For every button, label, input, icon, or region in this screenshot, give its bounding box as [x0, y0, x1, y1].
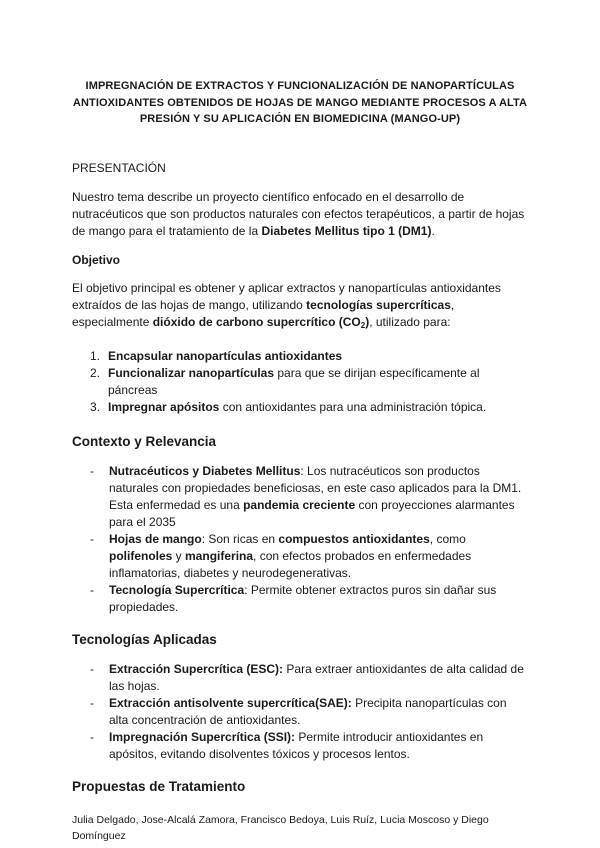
document-page	[72, 78, 528, 844]
contexto-list	[72, 463, 528, 616]
list-item: 3. Impregnar apósitos con antioxidantes para una administración tópica.	[90, 399, 487, 414]
list-item: - Extracción Supercrítica (ESC): Para extraer antioxidantes de alta calidad de las hojas.	[90, 661, 524, 693]
intro-paragraph: Nuestro tema describe un proyecto científico enfocado en el desarrollo de nutracéuticos que son productos naturales con efectos terapéuticos, a partir de hojas de mango para el tratamiento de la Diabetes Mellitus tipo 1 (DM1).	[72, 189, 525, 238]
list-item: - Extracción antisolvente supercrítica(SAE): Precipita nanopartículas con alta concentración de antioxidantes.	[90, 695, 507, 727]
heading-tecnologias: Tecnologías Aplicadas	[72, 631, 217, 647]
heading-objetivo: Objetivo	[72, 252, 121, 267]
list-item: - Nutracéuticos y Diabetes Mellitus: Los nutracéuticos son productos naturales con propiedades beneficiosas, en este caso aplicados para la DM1. Esta enfermedad es una pandemia creciente con proyecciones alarmantes para el 2035	[90, 463, 522, 529]
document-title: IMPREGNACIÓN DE EXTRACTOS Y FUNCIONALIZACIÓN DE NANOPARTÍCULAS ANTIOXIDANTES OBTENIDOS DE HOJAS DE MANGO MEDIANTE PROCESOS A ALTA PRESIÓN Y SU APLICACIÓN EN BIOMEDICINA (MANGO-UP)	[72, 80, 528, 125]
objetivo-list	[72, 348, 528, 416]
heading-propuestas: Propuestas de Tratamiento	[72, 778, 246, 794]
authors-line: Julia Delgado, Jose-Alcalá Zamora, Francisco Bedoya, Luis Ruíz, Lucia Moscoso y Diego Domínguez	[72, 813, 489, 842]
objetivo-paragraph: El objetivo principal es obtener y aplicar extractos y nanopartículas antioxidantes extraídos de las hojas de mango, utilizando tecnologías supercríticas, especialmente dióxido de carbono supercrítico $(CO_2)$, utilizado para:	[72, 280, 501, 330]
list-item: 2. Funcionalizar nanopartículas para que se dirijan específicamente al páncreas	[90, 365, 480, 397]
tecnologias-list	[72, 661, 528, 763]
list-item: - Tecnología Supercrítica: Permite obtener extractos puros sin dañar sus propiedades.	[90, 582, 497, 614]
heading-contexto: Contexto y Relevancia	[72, 433, 217, 449]
list-item: - Impregnación Supercrítica (SSI): Permite introducir antioxidantes en apósitos, evitando disolventes tóxicos y procesos lentos.	[90, 729, 484, 761]
section-label-presentacion: PRESENTACIÓN	[72, 160, 166, 175]
list-item: 1. Encapsular nanopartículas antioxidantes	[90, 348, 343, 363]
list-item: - Hojas de mango: Son ricas en compuestos antioxidantes, como polifenoles y mangiferina, con efectos probados en enfermedades inflamatorias, diabetes y neurodegenerativas.	[90, 531, 472, 580]
